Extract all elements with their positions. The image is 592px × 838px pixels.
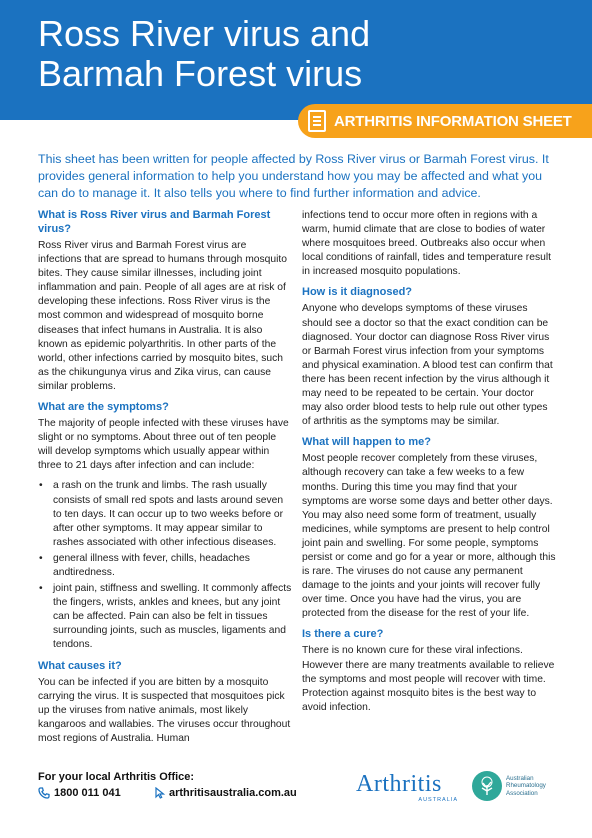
section-body-cure: There is no known cure for these viral infections. However there are many treatments available to relieve the symptoms and most people will recover with time. Protection against mosquito bites is the best way to avoid infection. (302, 645, 555, 713)
website-link[interactable]: arthritisaustralia.com.au (169, 787, 297, 799)
list-item: • a rash on the trunk and limbs. The rash usually consists of small red spots and lasts around seven to ten days. It can occur up to two weeks before or after other symptoms. It may appear similar to rashes associated with other infectious diseases. (53, 479, 292, 549)
footer (38, 771, 568, 821)
association-line-2: Rheumatology (506, 782, 546, 790)
list-item: • general illness with fever, chills, headaches andtiredness. (53, 552, 292, 580)
section-heading-symptoms: What are the symptoms? (38, 401, 169, 414)
intro-paragraph: This sheet has been written for people affected by Ross River virus or Barmah Forest virus. It provides general information to help you understand how you may be affected and what you can do to manage it. It also tells you where to find further information and advice. (38, 152, 549, 200)
title-line-2: Barmah Forest virus (38, 53, 363, 94)
section-heading-happen: What will happen to me? (302, 436, 431, 449)
section-heading-causes: What causes it? (38, 659, 122, 672)
section-body-diagnosed: Anyone who develops symptoms of these viruses should see a doctor so that the exact condition can be diagnosed. Your doctor can diagnose Ross River virus or Barmah Forest virus infection from your symptoms and physical examination. A blood test can confirm that there has been recent infection by the virus although it may need to be repeated to be certain. Your doctor may also order blood tests to help rule out other types of arthritis as the symptoms may be similar. (302, 303, 553, 428)
list-item: • joint pain, stiffness and swelling. It commonly affects the fingers, wrists, ankles and knees, but any joint can be affected. Pain can also be felt in tissues surrounding joints, such as muscles, ligaments and tendons. (53, 582, 292, 652)
phone-icon (38, 787, 50, 799)
section-heading-cure: Is there a cure? (302, 628, 384, 641)
section-body-symptoms: The majority of people infected with these viruses have slight or no symptoms. About three out of ten people will develop symptoms which usually appear within three to 21 days after infection and can include: (38, 418, 289, 472)
section-heading-diagnosed: How is it diagnosed? (302, 286, 413, 299)
section-body-happen: Most people recover completely from these viruses, although recovery can take a few weeks to a few months. During this time you may find that your symptoms are worse some days and better other days. You may also need some form of treatment, usually medicines, while symptoms are present to help control joint pain and swelling. For some people, symptoms persist or come and go for a year or more, although this is rare. The viruses do not cause any permanent damage to the joints and your joints will recover fully over time. Once you have had the virus, you are protected from the disease for the rest of your life. (302, 453, 556, 620)
mouse-pointer-icon (154, 787, 166, 799)
arthritis-australia-logo (356, 771, 460, 805)
left-column (38, 208, 292, 752)
section-heading-what-is: What is Ross River virus and Barmah Forest virus? (38, 209, 271, 235)
association-line-1: Australian (506, 775, 534, 782)
title-line-1: Ross River virus and (38, 13, 371, 54)
header-band (0, 0, 592, 120)
right-column (302, 209, 556, 721)
logo-wordmark: Arthritis (356, 771, 442, 797)
info-sheet-banner (298, 104, 592, 138)
rheumatology-association-logo (470, 771, 570, 811)
tree-emblem-icon (472, 771, 502, 801)
association-line-3: Association (506, 789, 538, 797)
banner-label: ARTHRITIS INFORMATION SHEET (334, 113, 572, 130)
association-name (506, 775, 570, 797)
section-body-causes: You can be infected if you are bitten by a mosquito carrying the virus. It is suspected that mosquitoes pick up the viruses from native animals, most likely kangaroos and wallabies. The viruses occur throughout most regions of Australia. Human (38, 676, 291, 744)
symptoms-list (38, 479, 292, 652)
section-body-what-is: Ross River virus and Barmah Forest virus are infections that are spread to humans through mosquito bites. They cause similar illnesses, including joint inflammation and pain. People of all ages are at risk of developing these infections. Ross River virus is the most common and widespread of mosquito borne diseases that infect humans in Australia. It is also known as epidemic polyarthritis. In other parts of the world, other infections carried by mosquito bites, such as the chikungunya virus and Zika virus, can cause similar problems. (38, 240, 287, 392)
section-body-causes-cont: infections tend to occur more often in regions with a warm, humid climate that are close to bodies of water where mosquitoes breed. Outbreaks also occur when local conditions of rainfall, tides and temperature result in increased mosquito populations. (302, 210, 551, 278)
logo-subtext: AUSTRALIA (418, 797, 458, 803)
page-title (38, 14, 370, 94)
phone-number[interactable]: 1800 011 041 (54, 787, 121, 799)
document-icon (308, 110, 326, 132)
footer-label: For your local Arthritis Office: (38, 771, 195, 783)
